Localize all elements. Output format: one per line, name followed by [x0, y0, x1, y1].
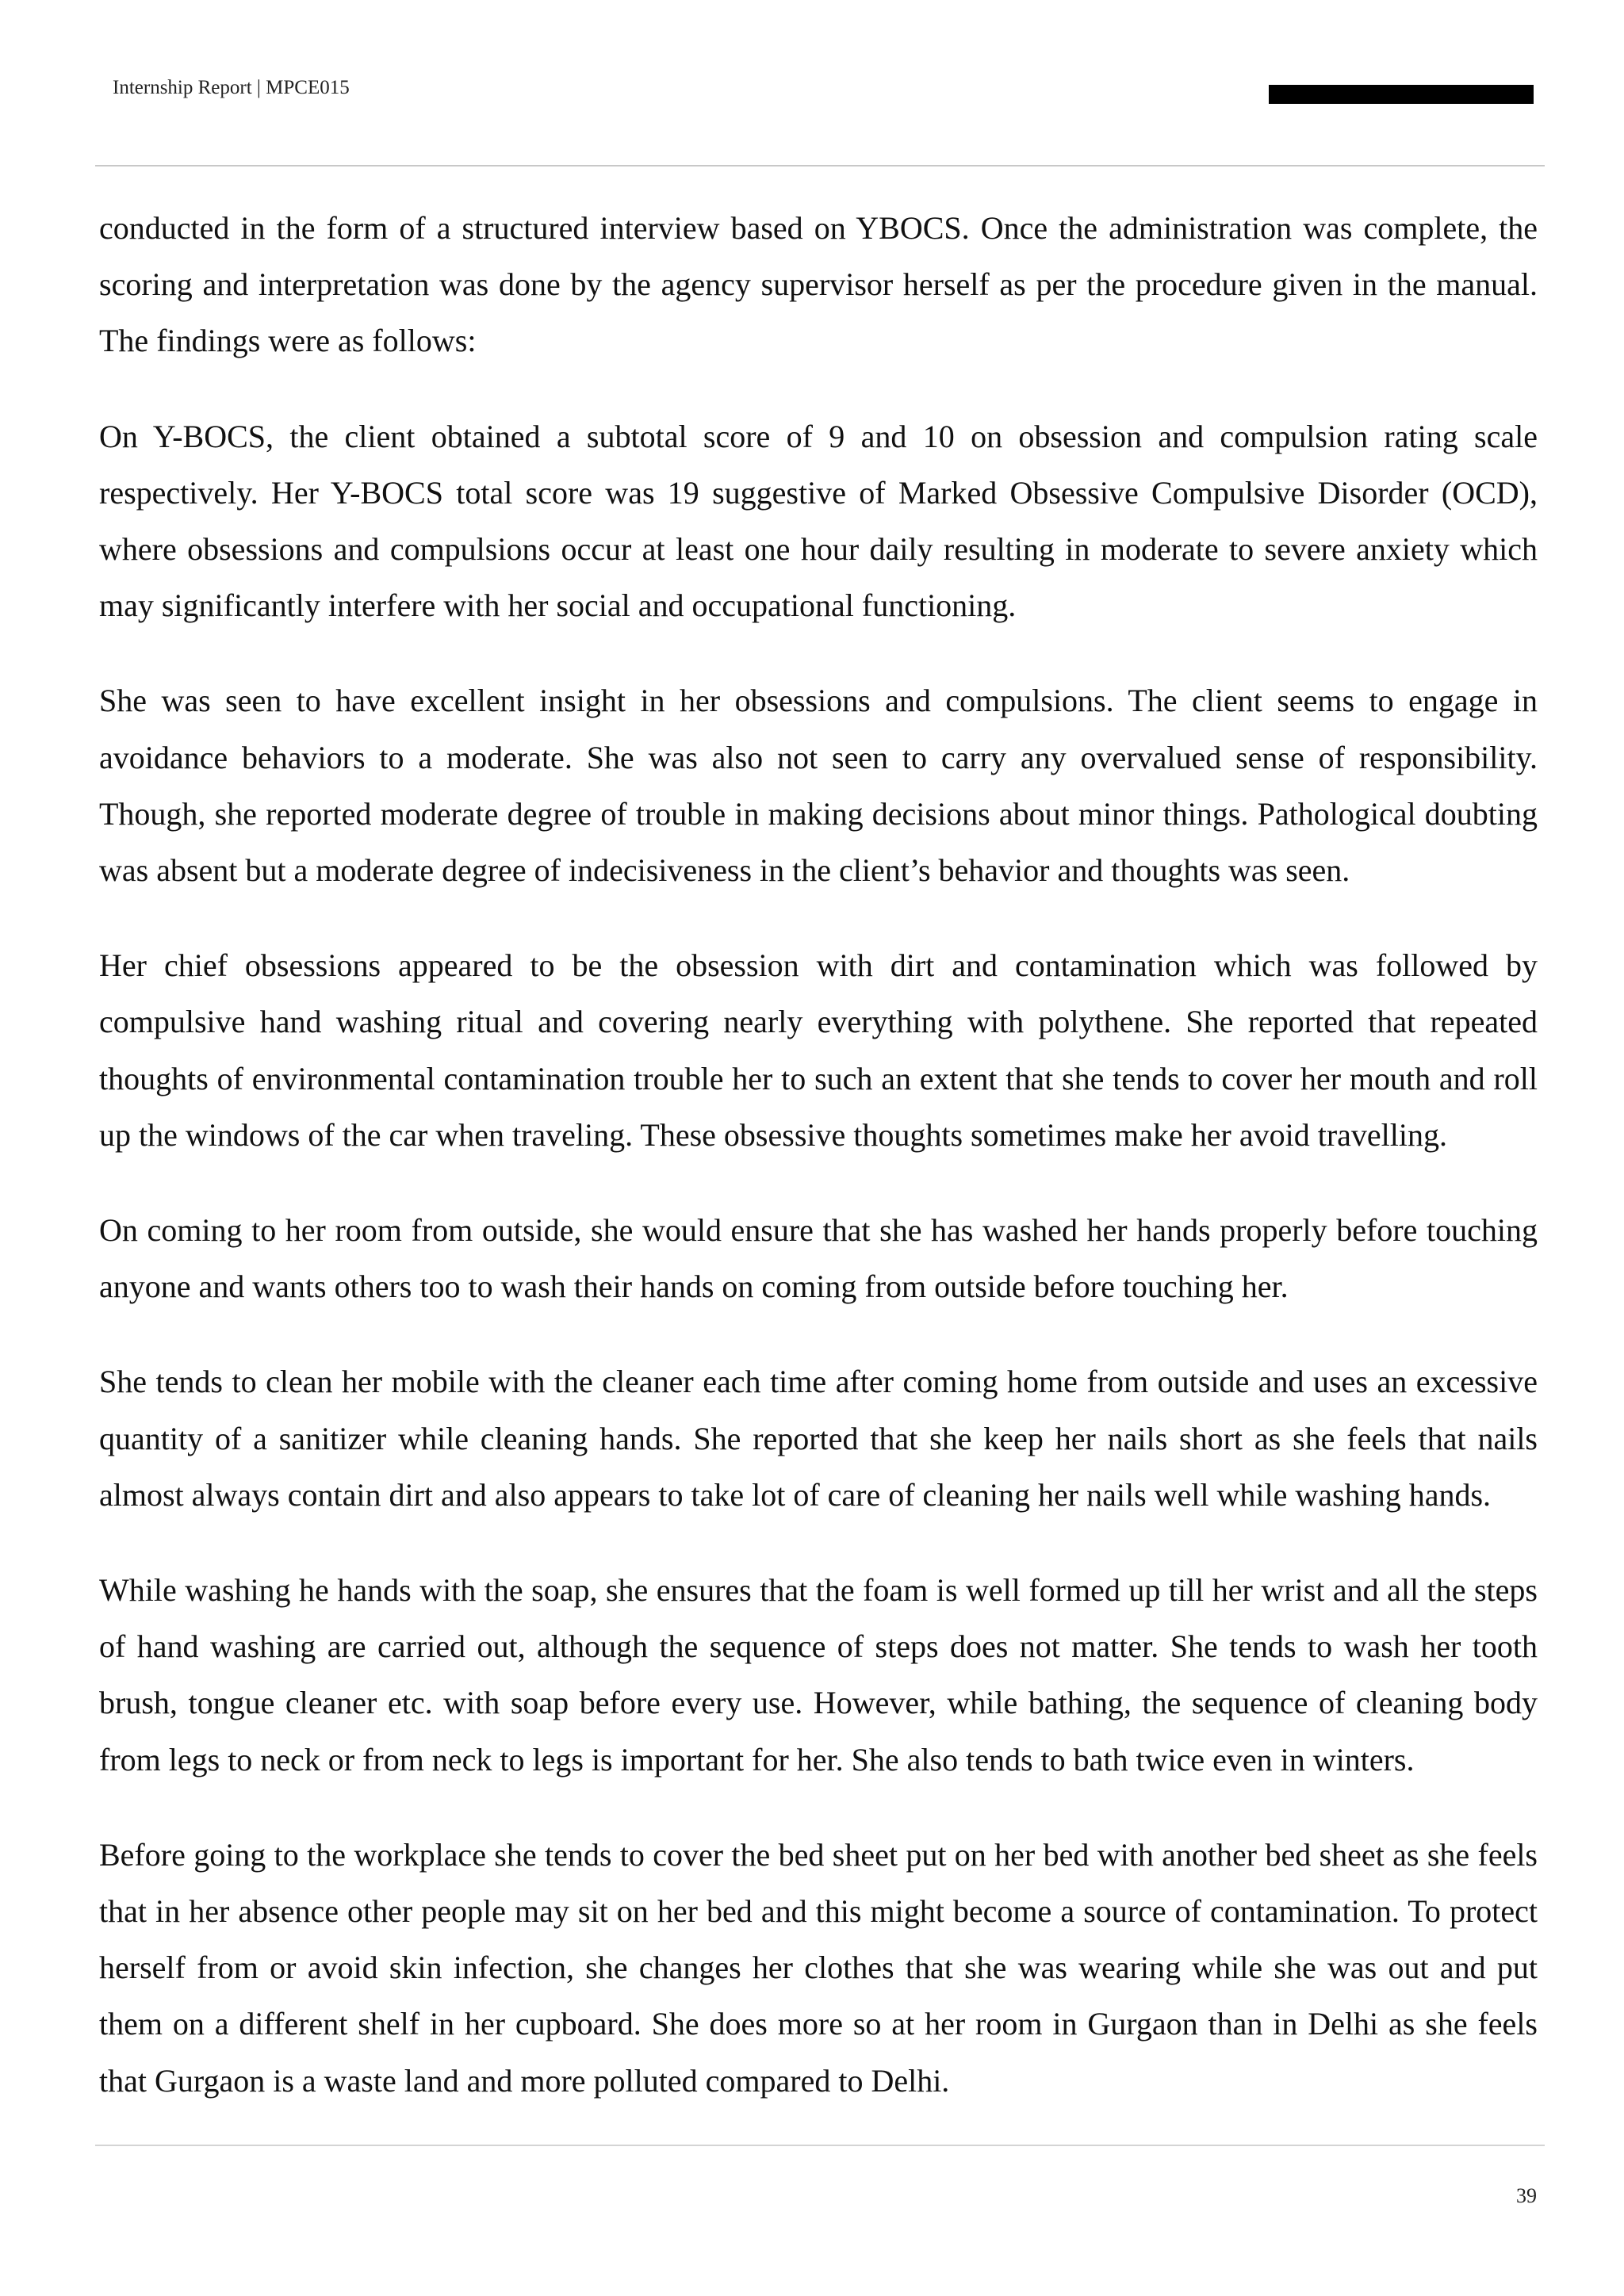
paragraph: Her chief obsessions appeared to be the obsession with dirt and contamination which was followed by compulsive hand washing ritual and covering nearly everything with polythene. She reported that repeated thoughts of environmental contamination trouble her to such an extent that she tends to cover her mouth and roll up the windows of the car when traveling. These obsessive thoughts sometimes make her avoid travelling. — [99, 947, 1538, 1153]
paragraph: conducted in the form of a structured interview based on YBOCS. Once the administration was complete, the scoring and interpretation was done by the agency supervisor herself as per the procedure given in the manual. The findings were as follows: — [99, 210, 1538, 359]
header-redaction-bar — [1269, 85, 1534, 104]
page-number: 39 — [1516, 2184, 1537, 2207]
header-title: Internship Report | MPCE015 — [113, 77, 350, 98]
paragraph: While washing he hands with the soap, she ensures that the foam is well formed up till her wrist and all the steps of hand washing are carried out, although the sequence of steps does not matter. She tends to wash her tooth brush, tongue cleaner etc. with soap before every use. However, while bathing, the sequence of cleaning body from legs to neck or from neck to legs is important for her. She also tends to bath twice even in winters. — [99, 1572, 1538, 1777]
footer-divider — [95, 2145, 1545, 2146]
paragraph: She was seen to have excellent insight in her obsessions and compulsions. The client seems to engage in avoidance behaviors to a moderate. She was also not seen to carry any overvalued sense of responsibility. Though, she reported moderate degree of trouble in making decisions about minor things. Pathological doubting was absent but a moderate degree of indecisiveness in the client’s behavior and thoughts was seen. — [99, 683, 1538, 889]
header-divider — [95, 165, 1545, 166]
paragraph: On coming to her room from outside, she would ensure that she has washed her hands properly before touching anyone and wants others too to wash their hands on coming from outside before touching her. — [99, 1212, 1538, 1305]
body-text — [99, 200, 1538, 2148]
paragraph: Before going to the workplace she tends to cover the bed sheet put on her bed with another bed sheet as she feels that in her absence other people may sit on her bed and this might become a source of contamination. To protect herself from or avoid skin infection, she changes her clothes that she was wearing while she was out and put them on a different shelf in her cupboard. She does more so at her room in Gurgaon than in Delhi as she feels that Gurgaon is a waste land and more polluted compared to Delhi. — [99, 1836, 1538, 2099]
paragraph: On Y-BOCS, the client obtained a subtotal score of 9 and 10 on obsession and compulsion rating scale respectively. Her Y-BOCS total score was 19 suggestive of Marked Obsessive Compulsive Disorder (OCD), where obsessions and compulsions occur at least one hour daily resulting in moderate to severe anxiety which may significantly interfere with her social and occupational functioning. — [99, 418, 1538, 624]
paragraph: She tends to clean her mobile with the cleaner each time after coming home from outside and uses an excessive quantity of a sanitizer while cleaning hands. She reported that she keep her nails short as she feels that nails almost always contain dirt and also appears to take lot of care of cleaning her nails well while washing hands. — [99, 1364, 1538, 1513]
